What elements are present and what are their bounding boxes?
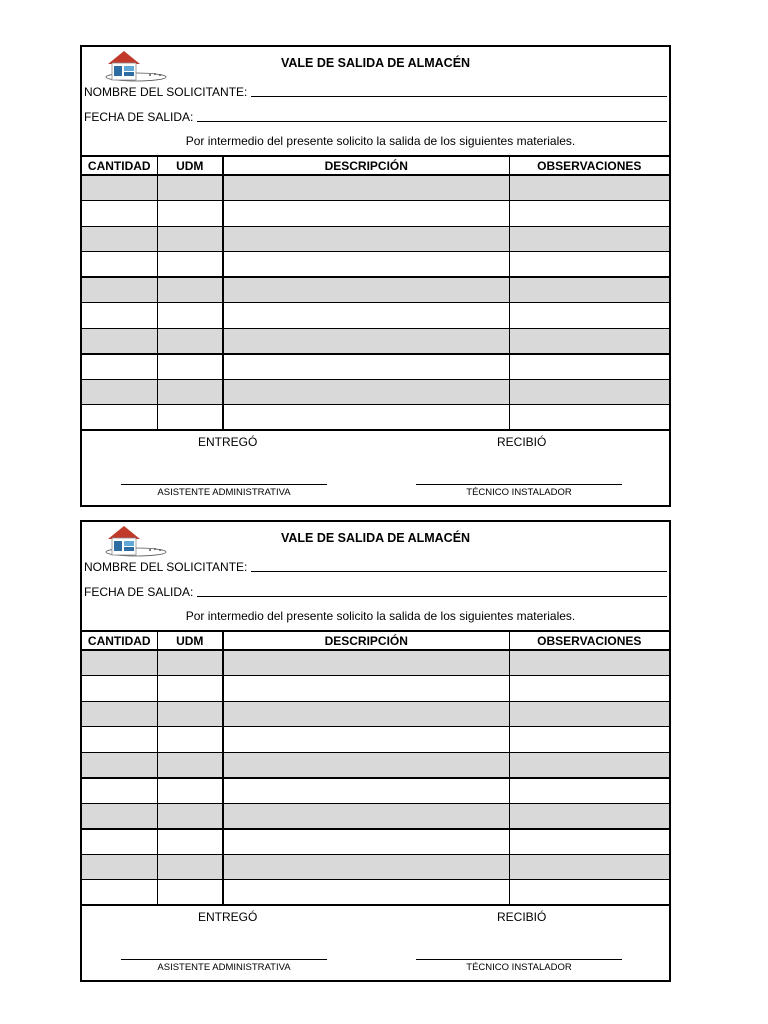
description-cell[interactable] [223,727,509,753]
observations-cell[interactable] [509,175,669,201]
table-row [82,226,669,252]
observations-cell[interactable] [509,226,669,252]
table-row [82,803,669,829]
quantity-cell[interactable] [82,201,157,227]
delivered-role-caption: ASISTENTE ADMINISTRATIVA [157,487,291,498]
table-row [82,175,669,201]
column-header-observations: OBSERVACIONES [509,156,669,175]
delivered-signature-line[interactable] [121,484,327,485]
table-row [82,880,669,906]
requester-name-input[interactable] [251,85,667,97]
requester-name-label: NOMBRE DEL SOLICITANTE: [84,560,248,574]
description-cell[interactable] [223,303,509,329]
warehouse-exit-voucher-bottom [80,520,671,982]
table-row [82,676,669,702]
description-cell[interactable] [223,354,509,380]
quantity-cell[interactable] [82,277,157,303]
quantity-cell[interactable] [82,829,157,855]
quantity-cell[interactable] [82,252,157,278]
column-header-unit: UDM [157,156,223,175]
unit-cell[interactable] [157,405,223,431]
observations-cell[interactable] [509,778,669,804]
unit-cell[interactable] [157,303,223,329]
observations-cell[interactable] [509,803,669,829]
description-cell[interactable] [223,405,509,431]
unit-cell[interactable] [157,175,223,201]
unit-cell[interactable] [157,778,223,804]
column-header-description: DESCRIPCIÓN [223,156,509,175]
warehouse-exit-voucher-top [80,45,671,507]
quantity-cell[interactable] [82,803,157,829]
unit-cell[interactable] [157,201,223,227]
observations-cell[interactable] [509,379,669,405]
quantity-cell[interactable] [82,854,157,880]
table-row [82,829,669,855]
quantity-cell[interactable] [82,405,157,431]
received-signature-line[interactable] [416,959,622,960]
exit-date-input[interactable] [197,110,667,122]
unit-cell[interactable] [157,252,223,278]
unit-cell[interactable] [157,676,223,702]
description-cell[interactable] [223,803,509,829]
exit-date-label: FECHA DE SALIDA: [84,110,194,124]
quantity-cell[interactable] [82,650,157,676]
observations-cell[interactable] [509,303,669,329]
unit-cell[interactable] [157,880,223,906]
description-cell[interactable] [223,277,509,303]
requester-name-label: NOMBRE DEL SOLICITANTE: [84,85,248,99]
received-role-caption: TÉCNICO INSTALADOR [466,487,572,498]
received-by-label: RECIBIÓ [497,435,547,449]
table-row [82,379,669,405]
observations-cell[interactable] [509,854,669,880]
quantity-cell[interactable] [82,727,157,753]
delivered-by-label: ENTREGÓ [198,910,258,924]
materials-table [82,155,669,431]
received-by-label: RECIBIÓ [497,910,547,924]
quantity-cell[interactable] [82,379,157,405]
exit-date-input[interactable] [197,585,667,597]
quantity-cell[interactable] [82,752,157,778]
unit-cell[interactable] [157,379,223,405]
unit-cell[interactable] [157,854,223,880]
intro-text: Por intermedio del presente solicito la salida de los siguientes materiales. [185,134,576,148]
observations-cell[interactable] [509,676,669,702]
observations-cell[interactable] [509,650,669,676]
observations-cell[interactable] [509,354,669,380]
requester-name-field[interactable] [84,83,667,99]
description-cell[interactable] [223,829,509,855]
unit-cell[interactable] [157,650,223,676]
quantity-cell[interactable] [82,701,157,727]
table-header-row [82,631,669,650]
column-header-observations: OBSERVACIONES [509,631,669,650]
table-row [82,354,669,380]
received-role-caption: TÉCNICO INSTALADOR [466,962,572,973]
description-cell[interactable] [223,752,509,778]
column-header-description: DESCRIPCIÓN [223,631,509,650]
description-cell[interactable] [223,175,509,201]
quantity-cell[interactable] [82,354,157,380]
delivered-by-label: ENTREGÓ [198,435,258,449]
description-cell[interactable] [223,676,509,702]
unit-cell[interactable] [157,727,223,753]
description-cell[interactable] [223,226,509,252]
description-cell[interactable] [223,328,509,354]
observations-cell[interactable] [509,880,669,906]
unit-cell[interactable] [157,277,223,303]
description-cell[interactable] [223,379,509,405]
table-row [82,727,669,753]
exit-date-field[interactable] [84,108,667,124]
table-row [82,778,669,804]
observations-cell[interactable] [509,277,669,303]
observations-cell[interactable] [509,727,669,753]
delivered-signature-line[interactable] [121,959,327,960]
table-row [82,303,669,329]
table-row [82,854,669,880]
quantity-cell[interactable] [82,226,157,252]
intro-text: Por intermedio del presente solicito la salida de los siguientes materiales. [185,609,576,623]
table-row [82,405,669,431]
description-cell[interactable] [223,201,509,227]
unit-cell[interactable] [157,701,223,727]
table-row [82,277,669,303]
quantity-cell[interactable] [82,328,157,354]
unit-cell[interactable] [157,803,223,829]
table-row [82,752,669,778]
exit-date-field[interactable] [84,583,667,599]
unit-cell[interactable] [157,328,223,354]
form-title: VALE DE SALIDA DE ALMACÉN [280,56,471,70]
table-row [82,650,669,676]
quantity-cell[interactable] [82,778,157,804]
table-header-row [82,156,669,175]
quantity-cell[interactable] [82,676,157,702]
description-cell[interactable] [223,880,509,906]
table-row [82,201,669,227]
observations-cell[interactable] [509,405,669,431]
quantity-cell[interactable] [82,175,157,201]
description-cell[interactable] [223,701,509,727]
column-header-unit: UDM [157,631,223,650]
form-title: VALE DE SALIDA DE ALMACÉN [280,531,471,545]
delivered-role-caption: ASISTENTE ADMINISTRATIVA [157,962,291,973]
unit-cell[interactable] [157,226,223,252]
observations-cell[interactable] [509,252,669,278]
unit-cell[interactable] [157,752,223,778]
description-cell[interactable] [223,854,509,880]
quantity-cell[interactable] [82,880,157,906]
description-cell[interactable] [223,650,509,676]
requester-name-input[interactable] [251,560,667,572]
received-signature-line[interactable] [416,484,622,485]
observations-cell[interactable] [509,829,669,855]
unit-cell[interactable] [157,829,223,855]
unit-cell[interactable] [157,354,223,380]
column-header-quantity: CANTIDAD [82,156,157,175]
materials-table [82,630,669,906]
table-row [82,328,669,354]
observations-cell[interactable] [509,752,669,778]
quantity-cell[interactable] [82,303,157,329]
description-cell[interactable] [223,778,509,804]
observations-cell[interactable] [509,328,669,354]
exit-date-label: FECHA DE SALIDA: [84,585,194,599]
requester-name-field[interactable] [84,558,667,574]
table-row [82,701,669,727]
observations-cell[interactable] [509,701,669,727]
column-header-quantity: CANTIDAD [82,631,157,650]
observations-cell[interactable] [509,201,669,227]
table-row [82,252,669,278]
description-cell[interactable] [223,252,509,278]
